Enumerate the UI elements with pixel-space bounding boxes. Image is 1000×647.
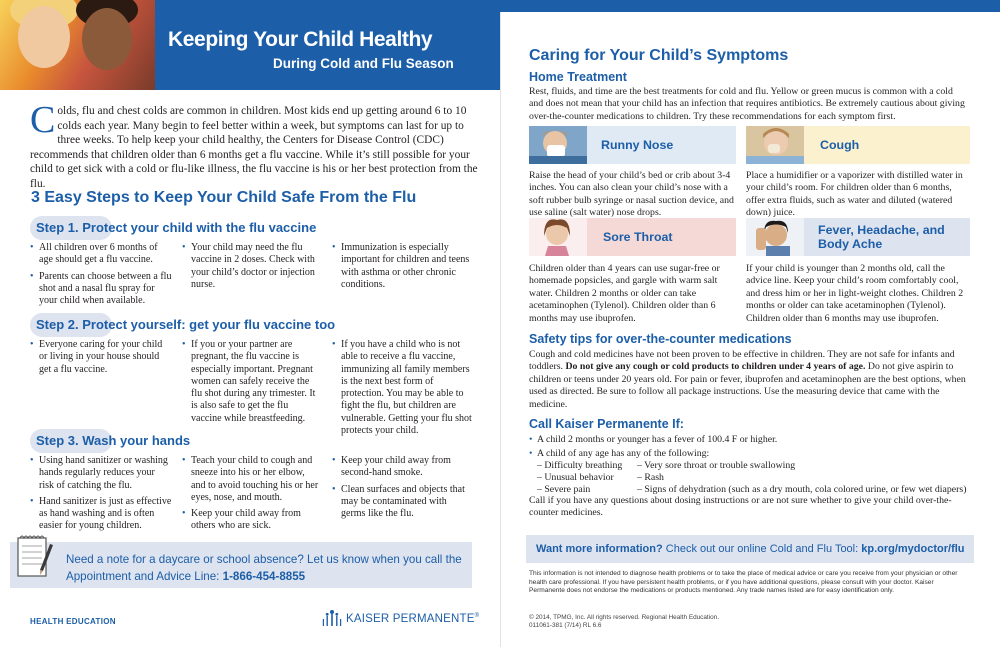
fever-label: Fever, Headache, and Body Ache <box>818 223 945 251</box>
cough-label: Cough <box>820 138 860 152</box>
step-1-label: Step 1. <box>36 220 79 235</box>
home-treatment-heading: Home Treatment <box>529 70 627 84</box>
step-2-label: Step 2. <box>36 317 79 332</box>
runny-nose-text: Raise the head of your child’s bed or crib about 3-4 inches. You can also clean your child’s nose with a soft rubber bulb syringe or nasal suction device, and use saline (salt water) nose drops. <box>529 170 734 219</box>
runny-nose-photo <box>529 126 587 164</box>
list-item: • Your child may need the flu vaccine in 2 doses. Check with your child’s doctor or injection nurse. <box>182 242 320 291</box>
list-item: • If you or your partner are pregnant, the flu vaccine is especially important. Pregnant women can safely receive the flu shot during any trimester. It is also safe to get the flu vaccine while breastfeeding. <box>182 339 320 425</box>
steps-heading: 3 Easy Steps to Keep Your Child Safe From the Flu <box>31 189 417 206</box>
fever-text: If your child is younger than 2 months old, call the advice line. Keep your child’s room comfortably cool, and dress him or her in light-weight clothes. Children 2 months or older can take acetaminophen (Tylenol). Children older than 6 months may use ibuprofen. <box>746 263 964 324</box>
advice-line-phone[interactable]: 1-866-454-8855 <box>222 570 306 583</box>
cough-text: Place a humidifier or a vaporizer with distilled water in your child’s room. For children older than 6 months, offer extra fluids, such as water and diluted (watered down) juice. <box>746 170 963 219</box>
page-title: Keeping Your Child Healthy <box>168 28 433 51</box>
sublist-item: – Very sore throat or trouble swallowing <box>637 460 796 471</box>
intro-text: olds, flu and chest colds are common in children. Most kids end up getting around 6 to 10 colds each year. Many begin to feel better within a week, but symptoms can last for up to three weeks. To help keep your child healthy, the Centers for Disease Control (CDC) recommends that children older than 6 months get a flu vaccine. While it’s still possible for your child to get sick with a cold or flu-like illness, the flu vaccine is his or her best protection from the flu. <box>30 105 478 190</box>
safety-tips-text: Cough and cold medicines have not been proven to be effective in children. They are not safe for infants and toddlers. Do not give any cough or cold products to children under 4 years of age. Do not give aspirin to children or teens under 20 years old. For pain or fever, ibuprofen and acetaminophen are the best options, when used as directed. Be sure to follow all package instructions. Use the measuring device that came with the medicine. <box>529 349 966 410</box>
safety-tips-heading: Safety tips for over-the-counter medications <box>529 332 792 346</box>
health-education-label: HEALTH EDUCATION <box>30 617 116 626</box>
cough-photo <box>746 126 804 164</box>
disclaimer-text: This information is not intended to diagnose health problems or to take the place of medical advice or care you receive from your physician or other health care professional. If you have persistent health problems, or if you have additional questions, please consult with your doctor. Kaiser Permanente does not endorse the medications or products mentioned. Any trade names listed are for easy identification only. <box>529 570 958 595</box>
kaiser-permanente-logo-icon <box>322 609 342 627</box>
list-item: • Teach your child to cough and sneeze into his or her elbow, and to avoid touching his or her eyes, nose, and mouth. <box>182 455 320 504</box>
step-1-heading <box>30 216 485 240</box>
sore-throat-label: Sore Throat <box>603 230 673 244</box>
sublist-item: – Difficulty breathing <box>537 460 623 471</box>
cough-card <box>746 126 970 164</box>
step-1-title: Protect your child with the flu vaccine <box>82 220 317 235</box>
list-item: • If you have a child who is not able to receive a flu vaccine, immunizing all family members is the next best form of protection. You may be able to fight the flu, but children are vulnerable. Getting your flu shot protects your child. <box>332 339 472 437</box>
list-item: • Immunization is especially important for children and teens with asthma or other chronic conditions. <box>332 242 472 291</box>
runny-nose-card <box>529 126 736 164</box>
call-kp-list <box>529 434 971 496</box>
sublist-item: – Severe pain <box>537 484 591 495</box>
call-kp-note: Call if you have any questions about dosing instructions or are not sure whether to give your child over-the-counter medicines. <box>529 495 952 519</box>
list-item: • Keep your child away from second-hand smoke. <box>332 455 472 480</box>
list-item: • A child 2 months or younger has a fever of 100.4 F or higher. <box>529 434 971 446</box>
call-kp-heading: Call Kaiser Permanente If: <box>529 417 684 431</box>
more-info-lead: Want more information? <box>536 543 663 555</box>
intro-paragraph <box>30 99 480 192</box>
intro-dropcap: C <box>30 99 56 141</box>
notepad-pencil-icon <box>14 530 54 582</box>
registered-mark: ® <box>474 613 480 619</box>
sore-throat-text: Children older than 4 years can use sugar-free or homemade popsicles, and gargle with warm salt water. Children 2 months or older can take acetaminophen (Tylenol). Children older than 6 months may use ibuprofen. <box>529 263 720 324</box>
list-item: • A child of any age has any of the following: <box>529 448 971 460</box>
children-photo <box>0 0 155 90</box>
list-item: • Hand sanitizer is just as effective as hand washing and is often easier for young children. <box>30 496 172 533</box>
runny-nose-label: Runny Nose <box>601 138 674 152</box>
fever-photo <box>746 218 804 256</box>
kaiser-permanente-wordmark: KAISER PERMANENTE® <box>346 613 480 625</box>
right-panel <box>500 0 1000 647</box>
copyright-text: © 2014, TPMG, Inc. All rights reserved. Regional Health Education. 011061-381 (7/14) RL 6.6 <box>529 614 720 629</box>
sublist-item: – Rash <box>637 472 664 483</box>
step-3-title: Wash your hands <box>82 433 191 448</box>
step-2-title: Protect yourself: get your flu vaccine too <box>82 317 336 332</box>
list-item: • Clean surfaces and objects that may be contaminated with germs like the flu. <box>332 484 472 521</box>
top-accent-bar <box>500 0 1000 12</box>
sore-throat-photo <box>529 218 587 256</box>
sore-throat-card <box>529 218 736 256</box>
sublist-item: – Unusual behavior <box>537 472 614 483</box>
home-treatment-text: Rest, fluids, and time are the best treatments for cold and flu. Yellow or green mucus is common with a cold and does not mean that your child has an infection that requires antibiotics. Be extremely cautious about giving over-the-counter medications to children. Try these recommendations for each symptom first. <box>529 86 965 122</box>
absence-note-text <box>66 551 466 585</box>
list-item: • All children over 6 months of age should get a flu vaccine. <box>30 242 172 267</box>
list-item: • Everyone caring for your child or living in your house should get a flu vaccine. <box>30 339 172 376</box>
flu-tool-link[interactable]: kp.org/mydoctor/flu <box>861 543 965 555</box>
list-item: • Parents can choose between a flu shot and a nasal flu spray for your child when available. <box>30 271 172 308</box>
symptoms-title: Caring for Your Child’s Symptoms <box>529 47 789 64</box>
safety-warning: Do not give any cough or cold products to children under 4 years of age. <box>565 361 866 373</box>
more-info-text: Want more information? Check out our online Cold and Flu Tool: kp.org/mydoctor/flu <box>536 543 965 555</box>
sublist-item: – Signs of dehydration (such as a dry mouth, cola colored urine, or few wet diapers) <box>637 484 967 495</box>
step-2-heading <box>30 313 485 337</box>
list-item: • Using hand sanitizer or washing hands regularly reduces your risk of catching the flu. <box>30 455 172 492</box>
step-3-label: Step 3. <box>36 433 79 448</box>
step-3-heading <box>30 429 485 453</box>
fever-card <box>746 218 970 256</box>
list-item: • Keep your child away from others who are sick. <box>182 508 320 533</box>
note-message: Need a note for a daycare or school absence? Let us know when you call the Appointment and Advice Line: <box>66 553 462 583</box>
symptom-sublist <box>529 460 971 496</box>
page-subtitle: During Cold and Flu Season <box>273 56 454 71</box>
